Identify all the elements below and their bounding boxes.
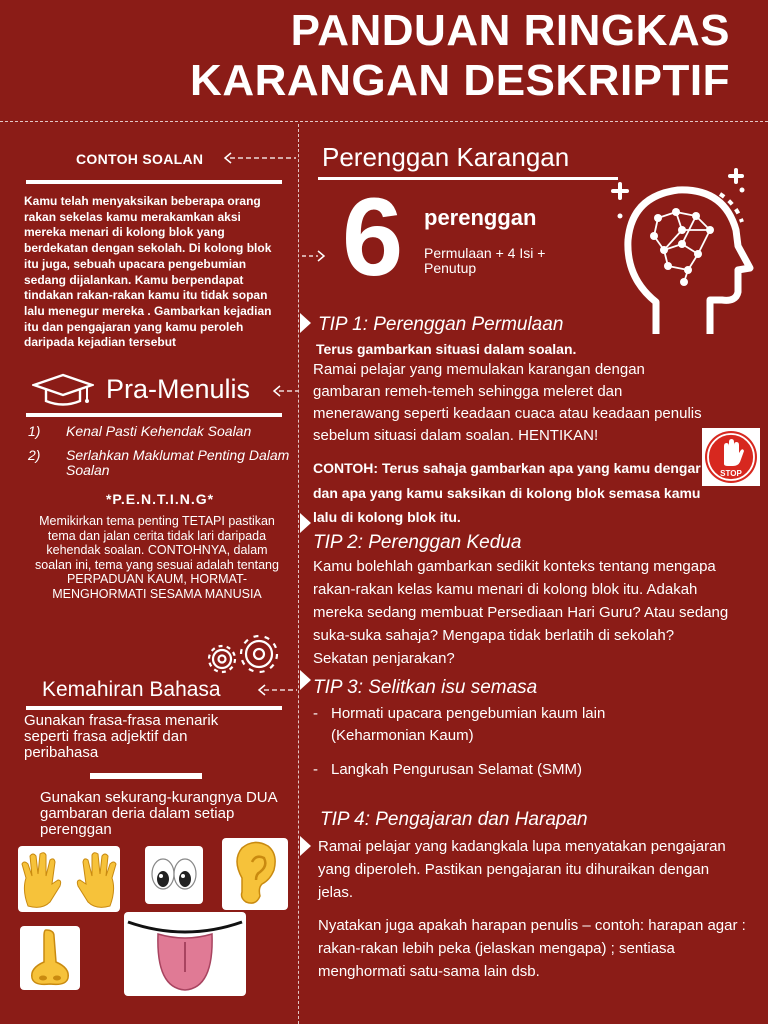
arrow-right-icon [302,249,326,268]
tip4-heading: TIP 4: Pengajaran dan Harapan [320,809,588,830]
tongue-icon [124,912,246,996]
tip-arrow-icon [300,670,311,690]
kemahiran-bahasa-heading: Kemahiran Bahasa [42,678,221,701]
kemahiran-text-2: Gunakan sekurang-kurangnya DUA gambaran deria dalam setiap perenggan [40,789,277,838]
tip2-body: Kamu bolehlah gambarkan sedikit konteks tentang mengapa rakan-rakan kelas kamu menari di kolong blok itu. Adakah mereka sedang membuat Persediaan Hari Guru? Atau sedang suka-suka sahaja? Mengapa tidak berlatih di sekolah? Sekatan penjarakan? [313,558,729,667]
tip1-bold-text: Terus gambarkan situasi dalam soalan. [316,341,577,357]
poster-title [190,6,730,106]
penting-text: Memikirkan tema penting TETAPI pastikan tema dan jalan cerita tidak lari daripada kehendak soalan. CONTOHNYA, dalam soalan ini, tema yang sesuai adalah tentang PERPADUAN KAUM, HORMAT-MENGHORMATI SESAMA MANUSIA [35,514,279,601]
pra-menulis-list [28,424,298,487]
bullet-dash: - [313,761,318,778]
list-number: 1) [28,423,41,439]
perenggan-structure: Permulaan + 4 Isi + Penutup [424,245,546,276]
tip-arrow-icon [300,513,311,533]
list-item [28,448,298,478]
list-item [313,759,673,781]
title-line-1: PANDUAN RINGKAS [290,6,730,55]
title-line-2: KARANGAN DESKRIPTIF [190,56,730,105]
tip4-body-2: Nyatakan juga apakah harapan penulis – contoh: harapan agar : rakan-rakan lebih peka (jelaskan mengapa) ; sentiasa menghormati satu-sama lain dsb. [318,917,746,980]
stop-label: STOP [720,469,742,478]
column-divider [298,124,299,1024]
divider-bar [26,413,282,417]
list-item [28,424,298,439]
list-text: Langkah Pengurusan Selamat (SMM) [331,761,582,778]
question-text: Kamu telah menyaksikan beberapa orang rakan sekelas kamu merakamkan aksi mereka menari di kolong blok yang berdekatan dengan sekolah. Di kolong blok itu juga, sebuah upacara pengebumian sedang dijalankan. Kamu berpendapat tindakan rakan-rakan kamu itu tidak sopan lalu menegur mereka . Gambarkan kejadian itu dan pengajaran yang kamu peroleh daripada kejadian tersebut [24,194,272,350]
penting-heading: *P.E.N.T.I.N.G* [105,491,215,507]
eyes-icon [145,846,203,904]
tip1-contoh: CONTOH: Terus sahaja gambarkan apa yang kamu dengar dan apa yang kamu saksikan di kolong blok semasa kamu lalu di kolong blok itu. [313,460,701,525]
arrow-left-icon [271,384,299,403]
tip3-heading: TIP 3: Selitkan isu semasa [313,677,538,698]
list-text: Kenal Pasti Kehendak Soalan [66,423,252,439]
tip-arrow-icon [300,836,311,856]
perenggan-label: perenggan [424,205,537,230]
tip1-heading: TIP 1: Perenggan Permulaan [318,314,564,335]
list-item [313,703,673,747]
list-number: 2) [28,447,41,463]
contoh-soalan-heading: CONTOH SOALAN [76,151,204,167]
list-text: Serlahkan Maklumat Penting Dalam Soalan [66,447,290,478]
kemahiran-text-1: Gunakan frasa-frasa menarik seperti frasa adjektif dan peribahasa [24,712,219,761]
divider-bar [90,773,202,779]
stop-hand-icon [702,428,760,486]
list-text: Hormati upacara pengebumian kaum lain (Keharmonian Kaum) [331,705,606,744]
ear-icon [222,838,288,910]
hands-icon [18,846,120,912]
graduation-cap-icon [32,372,94,413]
header-divider [0,121,768,122]
pra-menulis-heading: Pra-Menulis [106,374,251,404]
bullet-dash: - [313,705,318,722]
tip4-body-1: Ramai pelajar yang kadangkala lupa menyatakan pengajaran yang diperoleh. Pastikan pengajaran itu dihuraikan dengan jelas. [318,838,726,901]
nose-icon [20,926,80,990]
perenggan-karangan-heading: Perenggan Karangan [322,142,570,172]
divider-bar [26,706,282,710]
arrow-left-icon [222,151,298,170]
arrow-left-icon [256,683,298,702]
divider-bar [26,180,282,184]
gears-icon [204,632,284,683]
tip2-heading: TIP 2: Perenggan Kedua [313,532,522,553]
paragraph-count: 6 [342,176,404,299]
brain-head-icon [598,160,758,341]
tip1-body: Ramai pelajar yang memulakan karangan dengan gambaran remeh-temeh sehingga meleret dan menerawang seperti keadaan cuaca atau keadaan penulis sebelum situasi dalam soalan. HENTIKAN! [313,361,702,444]
tip3-list [313,703,673,781]
tip-arrow-icon [300,313,311,333]
